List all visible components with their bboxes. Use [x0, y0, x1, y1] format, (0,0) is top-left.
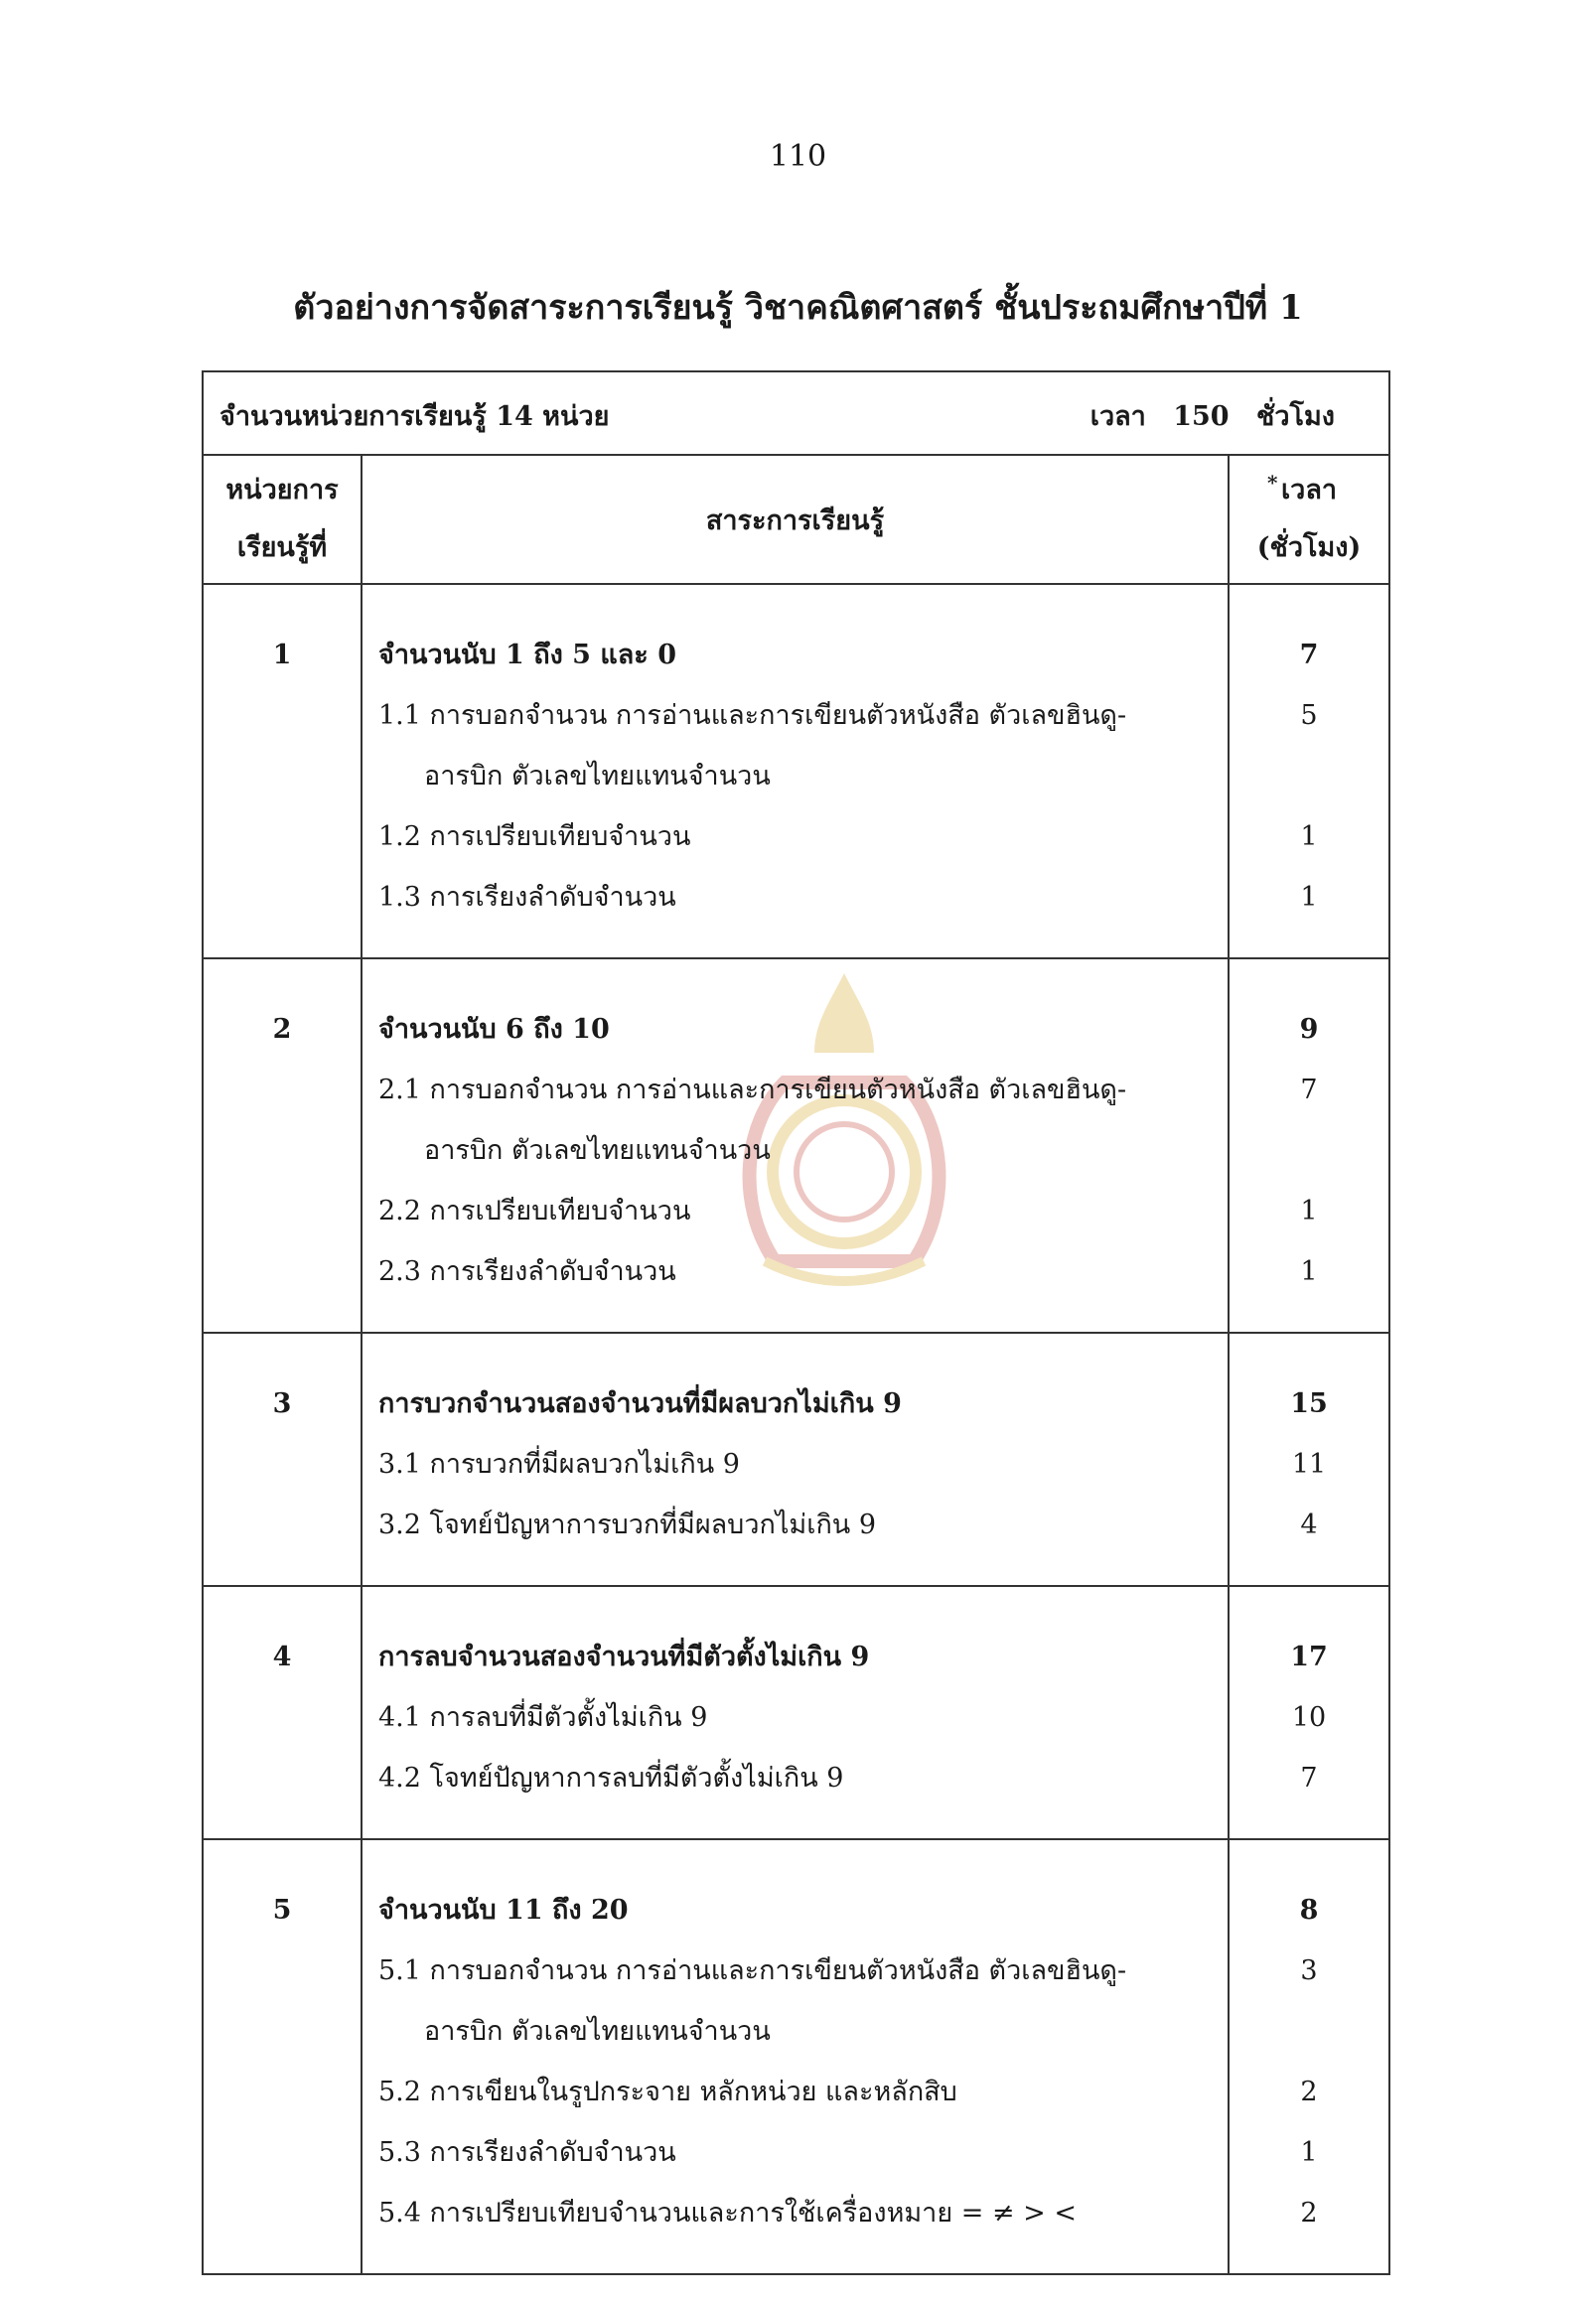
topic-hours: 3	[1300, 1955, 1318, 1986]
topic-hours: 1	[1300, 821, 1318, 852]
topic-hours: 4	[1300, 1510, 1318, 1540]
topic-hours-spacer	[1230, 1120, 1388, 1181]
topic-item: 4.1 การลบที่มีตัวตั้งไม่เกิน 9	[378, 1702, 708, 1733]
topic-hours: 11	[1291, 1449, 1327, 1480]
unit-title: จำนวนนับ 1 ถึง 5 และ 0	[378, 640, 676, 670]
topic-hours: 7	[1300, 1075, 1318, 1105]
unit-number: 2	[204, 959, 363, 1332]
topic-item: 1.1 การบอกจำนวน การอ่านและการเขียนตัวหนังสือ ตัวเลขฮินดู-	[378, 700, 1127, 731]
unit-content	[363, 1840, 1230, 2273]
unit-row	[204, 585, 1388, 959]
units-count: จำนวนหน่วยการเรียนรู้ 14 หน่วย	[219, 401, 610, 432]
topic-item: 5.3 การเรียงลำดับจำนวน	[378, 2137, 676, 2168]
topic-item: 1.3 การเรียงลำดับจำนวน	[378, 882, 676, 913]
unit-title: การลบจำนวนสองจำนวนที่มีตัวตั้งไม่เกิน 9	[378, 1642, 870, 1672]
total-time	[1073, 394, 1335, 437]
topic-item: 5.1 การบอกจำนวน การอ่านและการเขียนตัวหนังสือ ตัวเลขฮินดู-	[378, 1955, 1127, 1986]
unit-row	[204, 1587, 1388, 1840]
time-value: 150	[1173, 401, 1230, 432]
unit-total-hours: 9	[1299, 1014, 1319, 1045]
unit-content	[363, 959, 1230, 1332]
topic-item: 3.2 โจทย์ปัญหาการบวกที่มีผลบวกไม่เกิน 9	[378, 1510, 877, 1540]
unit-row	[204, 959, 1388, 1334]
topic-hours: 2	[1300, 2077, 1318, 2107]
topic-item-continued: อารบิก ตัวเลขไทยแทนจำนวน	[424, 2016, 771, 2047]
topic-hours: 10	[1291, 1702, 1327, 1733]
topic-item: 5.4 การเปรียบเทียบจำนวนและการใช้เครื่องหมาย = ≠ > <	[378, 2198, 1077, 2229]
curriculum-table	[202, 370, 1390, 2275]
time-label: เวลา	[1089, 401, 1146, 432]
topic-item: 2.3 การเรียงลำดับจำนวน	[378, 1256, 676, 1287]
document-title: ตัวอย่างการจัดสาระการเรียนรู้ วิชาคณิตศาสตร์ ชั้นประถมศึกษาปีที่ 1	[293, 288, 1303, 328]
unit-number: 1	[204, 585, 363, 957]
unit-total-hours: 8	[1299, 1895, 1319, 1926]
unit-hours	[1230, 585, 1388, 957]
topic-hours-spacer	[1230, 746, 1388, 806]
footnote-star: *	[1266, 471, 1278, 495]
unit-content	[363, 585, 1230, 957]
unit-hours	[1230, 1587, 1388, 1838]
topic-item: 5.2 การเขียนในรูปกระจาย หลักหน่วย และหลักสิบ	[378, 2077, 957, 2107]
unit-total-hours: 17	[1290, 1642, 1328, 1672]
unit-number: 3	[204, 1334, 363, 1585]
table-summary-row	[204, 372, 1388, 456]
topic-item: 4.2 โจทย์ปัญหาการลบที่มีตัวตั้งไม่เกิน 9	[378, 1763, 844, 1794]
time-unit: ชั่วโมง	[1256, 401, 1335, 432]
unit-row	[204, 1334, 1388, 1587]
topic-hours: 1	[1300, 1196, 1318, 1226]
unit-content	[363, 1334, 1230, 1585]
page-number: 110	[769, 139, 827, 174]
unit-title: การบวกจำนวนสองจำนวนที่มีผลบวกไม่เกิน 9	[378, 1388, 902, 1419]
topic-item: 3.1 การบวกที่มีผลบวกไม่เกิน 9	[378, 1449, 740, 1480]
unit-hours	[1230, 959, 1388, 1332]
unit-total-hours: 7	[1299, 640, 1319, 670]
header-content: สาระการเรียนรู้	[363, 456, 1230, 583]
unit-rows	[204, 585, 1388, 2273]
table-header-row	[204, 456, 1388, 585]
topic-hours: 7	[1300, 1763, 1318, 1794]
topic-hours: 5	[1300, 700, 1318, 731]
topic-item: 2.2 การเปรียบเทียบจำนวน	[378, 1196, 691, 1226]
unit-row	[204, 1840, 1388, 2273]
unit-title: จำนวนนับ 11 ถึง 20	[378, 1895, 629, 1926]
unit-hours	[1230, 1840, 1388, 2273]
unit-content	[363, 1587, 1230, 1838]
header-unit: หน่วยการ เรียนรู้ที่	[204, 456, 363, 583]
unit-hours	[1230, 1334, 1388, 1585]
unit-number: 4	[204, 1587, 363, 1838]
topic-item-continued: อารบิก ตัวเลขไทยแทนจำนวน	[424, 1135, 771, 1166]
unit-title: จำนวนนับ 6 ถึง 10	[378, 1014, 610, 1045]
topic-hours: 1	[1300, 2137, 1318, 2168]
topic-hours-spacer	[1230, 2001, 1388, 2062]
unit-total-hours: 15	[1290, 1388, 1328, 1419]
unit-number: 5	[204, 1840, 363, 2273]
header-hours: * เวลา (ชั่วโมง)	[1230, 456, 1388, 583]
topic-item: 2.1 การบอกจำนวน การอ่านและการเขียนตัวหนังสือ ตัวเลขฮินดู-	[378, 1075, 1127, 1105]
topic-item: 1.2 การเปรียบเทียบจำนวน	[378, 821, 691, 852]
topic-hours: 1	[1300, 882, 1318, 913]
topic-hours: 1	[1300, 1256, 1318, 1287]
topic-hours: 2	[1300, 2198, 1318, 2229]
topic-item-continued: อารบิก ตัวเลขไทยแทนจำนวน	[424, 761, 771, 792]
